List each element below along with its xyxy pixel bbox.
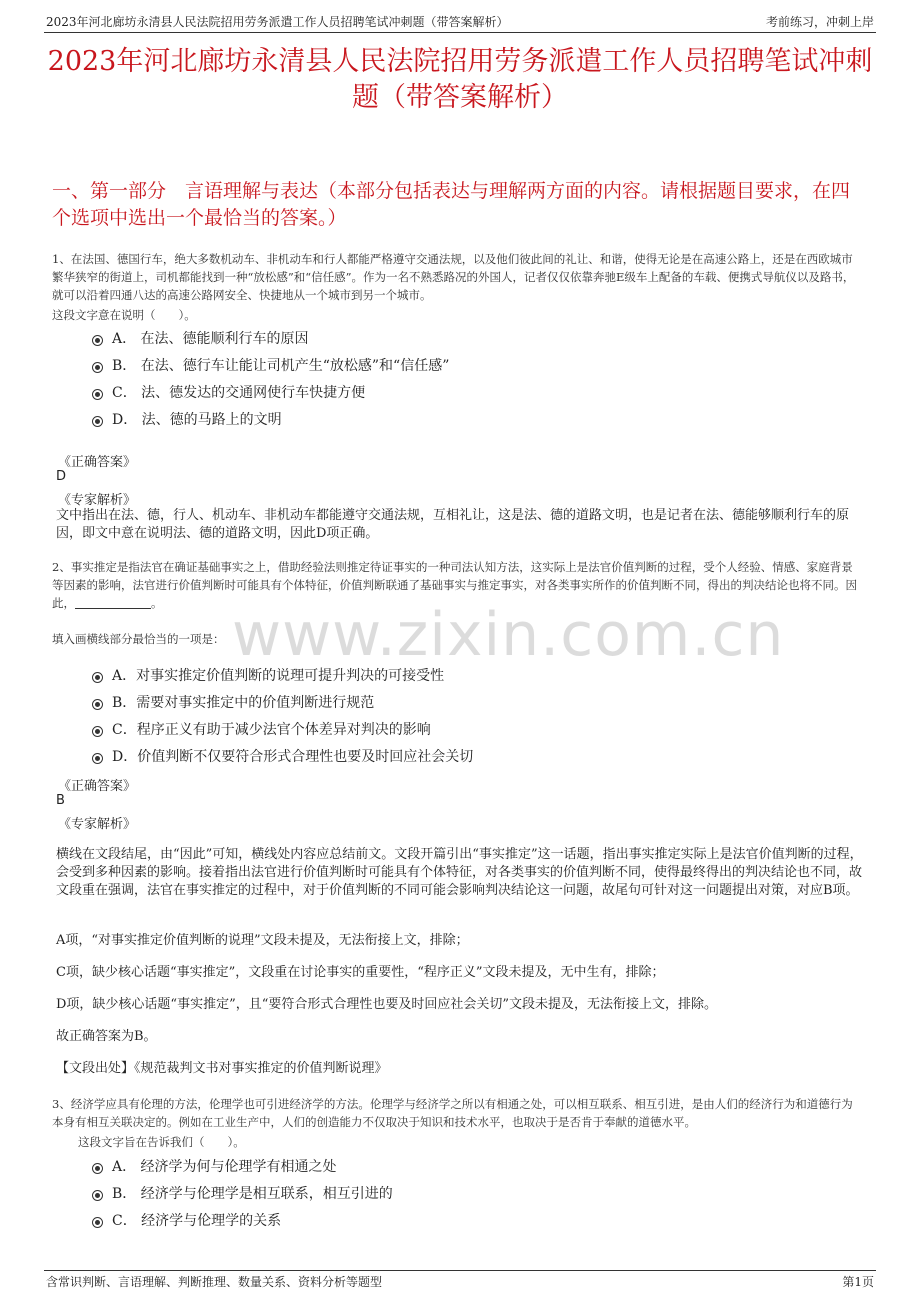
question-2-analysis-paragraph: 故正确答案为B。	[56, 1029, 157, 1044]
fill-blank	[75, 596, 151, 609]
question-3-option-c[interactable]: C． 经济学与伦理学的关系	[92, 1210, 281, 1230]
question-2-analysis-paragraph: 横线在文段结尾，由“因此”可知，横线处内容应总结前文。文段开篇引出“事实推定”这一话题，指出事实推定实际上是法官价值判断的过程，会受到多种因素的影响。接着指出法官进行价值判断时可能具有个体特征，对各类事实的价值判断不同，使得最终得出的判决结论也不同，故文段重在强调，法官在事实推定的过程中，对于价值判断的不同可能会影响判决结论这一问题，故尾句可针对这一问题提出对策，对应B项。	[56, 847, 863, 898]
question-1-analysis-label: 《专家解析》	[58, 493, 137, 508]
radio-icon[interactable]	[92, 416, 103, 427]
question-3-stem: 这段文字旨在告诉我们（ ）。	[78, 1135, 245, 1149]
question-1-text: 1、在法国、德国行车，绝大多数机动车、非机动车和行人都能严格遵守交通法规，以及他们彼此间的礼让、和谐，使得无论是在高速公路上，还是在西欧城市繁华狭窄的街道上，司机都能找到一种“放松感”和“信任感”。作为一名不熟悉路况的外国人，记者仅仅依靠奔驰E级车上配备的车载、便携式导航仪以及路书，就可以沿着四通八达的高速公路网安全、快捷地从一个城市到另一个城市。	[52, 252, 855, 302]
question-2-stem: 填入画横线部分最恰当的一项是：	[52, 632, 225, 646]
question-1-answer: D	[56, 469, 67, 484]
page-header	[44, 10, 876, 33]
radio-icon[interactable]	[92, 335, 103, 346]
radio-icon[interactable]	[92, 753, 103, 764]
question-2-analysis-label: 《专家解析》	[58, 817, 137, 832]
question-2-analysis-paragraph: D项，缺少核心话题“事实推定”，且“要符合形式合理性也要及时回应社会关切”文段未提及，无法衔接上文，排除。	[56, 997, 718, 1012]
question-2-option-d[interactable]: D．价值判断不仅要符合形式合理性也要及时回应社会关切	[92, 746, 473, 766]
header-doc-title: 2023年河北廊坊永清县人民法院招用劳务派遣工作人员招聘笔试冲刺题（带答案解析）	[46, 15, 509, 29]
question-2-option-a[interactable]: A．对事实推定价值判断的说理可提升判决的可接受性	[92, 665, 444, 685]
radio-icon[interactable]	[92, 389, 103, 400]
question-2-analysis-paragraph: A项，“对事实推定价值判断的说理”文段未提及，无法衔接上文，排除；	[56, 933, 469, 948]
radio-icon[interactable]	[92, 1163, 103, 1174]
page-number: 第1页	[842, 1275, 874, 1289]
question-1-option-a[interactable]: A． 在法、德能顺利行车的原因	[92, 328, 309, 348]
question-2-source: 【文段出处】《规范裁判文书对事实推定的价值判断说理》	[56, 1061, 388, 1076]
question-1-analysis: 文中指出在法、德，行人、机动车、非机动车都能遵守交通法规，互相礼让，这是法、德的道路文明，也是记者在法、德能够顺利行车的原因，即文中意在说明法、德的道路文明，因此D项正确。	[56, 508, 850, 541]
radio-icon[interactable]	[92, 699, 103, 710]
question-3-option-b[interactable]: B． 经济学与伦理学是相互联系，相互引进的	[92, 1183, 393, 1203]
question-3-text: 3、经济学应具有伦理的方法，伦理学也可引进经济学的方法。伦理学与经济学之所以有相通之处，可以相互联系、相互引进，是由人们的经济行为和道德行为本身有相互关联决定的。例如在工业生产中，人们的创造能力不仅取决于知识和技术水平，也取决于是否肯于奉献的道德水平。	[52, 1097, 853, 1129]
section-heading: 一、第一部分 言语理解与表达（本部分包括表达与理解两方面的内容。请根据题目要求，在四个选项中选出一个最恰当的答案。）	[52, 180, 851, 229]
radio-icon[interactable]	[92, 726, 103, 737]
radio-icon[interactable]	[92, 362, 103, 373]
footer-note: 含常识判断、言语理解、判断推理、数量关系、资料分析等题型	[46, 1275, 383, 1289]
question-1-option-b[interactable]: B． 在法、德行车让能让司机产生“放松感”和“信任感”	[92, 355, 449, 375]
header-slogan: 考前练习，冲刺上岸	[765, 15, 874, 29]
question-1-stem: 这段文字意在说明（ ）。	[52, 308, 196, 322]
question-2-option-b[interactable]: B．需要对事实推定中的价值判断进行规范	[92, 692, 374, 712]
question-3-option-a[interactable]: A． 经济学为何与伦理学有相通之处	[92, 1156, 337, 1176]
question-2-answer-label: 《正确答案》	[58, 779, 137, 794]
question-1-option-d[interactable]: D． 法、德的马路上的文明	[92, 409, 282, 429]
watermark: www.zixin.com.cn	[232, 600, 785, 670]
page-footer	[44, 1270, 876, 1293]
question-1-option-c[interactable]: C． 法、德发达的交通网使行车快捷方便	[92, 382, 365, 402]
radio-icon[interactable]	[92, 1217, 103, 1228]
question-2-text: 2、事实推定是指法官在确证基础事实之上，借助经验法则推定待证事实的一种司法认知方法，这实际上是法官价值判断的过程，受个人经验、情感、家庭背景等因素的影响，法官进行价值判断时可能具有个体特征，价值判断联通了基础事实与推定事实，对各类事实所作的价值判断不同，得出的判决结论也将不同。因此， 。	[52, 560, 857, 610]
question-1-answer-label: 《正确答案》	[58, 455, 137, 470]
radio-icon[interactable]	[92, 672, 103, 683]
radio-icon[interactable]	[92, 1190, 103, 1201]
page-title: 2023年河北廊坊永清县人民法院招用劳务派遣工作人员招聘笔试冲刺题（带答案解析）	[47, 46, 873, 113]
question-2-analysis-paragraph: C项，缺少核心话题“事实推定”，文段重在讨论事实的重要性，“程序正义”文段未提及，无中生有，排除；	[56, 965, 665, 980]
question-2-option-c[interactable]: C．程序正义有助于减少法官个体差异对判决的影响	[92, 719, 431, 739]
question-2-answer: B	[56, 793, 65, 808]
